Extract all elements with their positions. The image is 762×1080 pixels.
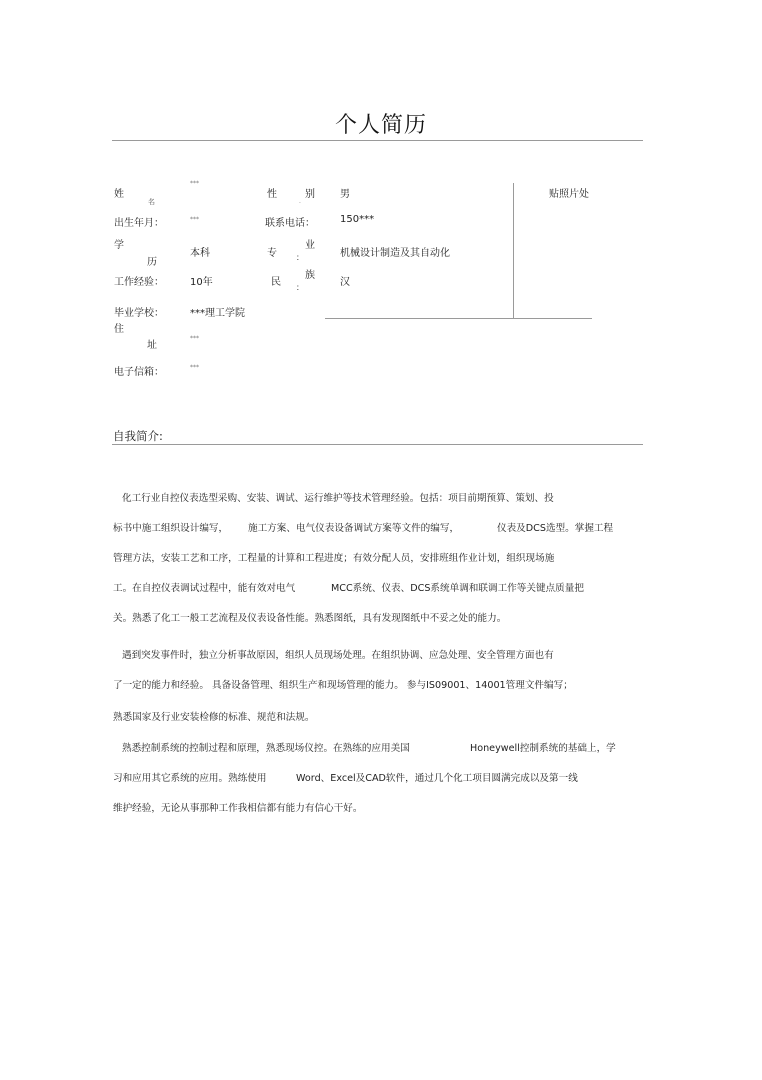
intro-line: 维护经验，无论从事那种工作我相信都有能力有信心干好。 — [113, 803, 363, 814]
intro-line: 化工行业自控仪表选型采购、安装、调试、运行维护等技术管理经验。包括：项目前期预算、策划、投 — [122, 493, 554, 504]
intro-line: 习和应用其它系统的应用。熟练使用 — [113, 773, 267, 784]
birth-value: *** — [190, 216, 199, 223]
intro-line: 遇到突发事件时，独立分析事故原因，组织人员现场处理。在组织协调、应急处理、安全管理方面也有 — [122, 650, 554, 661]
intro-line: Honeywell控制系统的基础上，学 — [470, 743, 616, 754]
school-value: ***理工学院 — [190, 308, 245, 319]
birth-label: 出生年月： — [114, 218, 164, 229]
major-value: 机械设计制造及其自动化 — [340, 248, 450, 259]
ethnicity-colon: ： — [296, 283, 304, 292]
intro-line: MCC系统、仪表、DCS系统单调和联调工作等关键点质量把 — [331, 583, 584, 594]
education-value: 本科 — [190, 248, 210, 259]
intro-line: 工。在自控仪表调试过程中，能有效对电气 — [113, 583, 296, 594]
photo-box-bottom-border — [325, 318, 592, 319]
intro-line: 标书中施工组织设计编写， — [113, 523, 229, 534]
self-intro-divider — [112, 444, 643, 445]
intro-line: Word、Excel及CAD软件，通过几个化工项目圆满完成以及第一线 — [296, 773, 578, 784]
name-value: *** — [190, 180, 199, 187]
gender-value: 男 — [340, 189, 350, 200]
ethnicity-label-tail: 族 — [305, 270, 315, 281]
intro-line: 管理方法，安装工艺和工序，工程量的计算和工程进度；有效分配人员，安排班组作业计划，组织现场施 — [113, 553, 555, 564]
email-value: *** — [190, 364, 199, 371]
education-label-tail: 历 — [147, 257, 157, 268]
intro-line: 了一定的能力和经验。 具备设备管理、组织生产和现场管理的能力。 参与IS09001、14001管理文件编写； — [113, 680, 573, 691]
self-intro-heading: 自我简介: — [113, 429, 163, 443]
intro-line: 仪表及DCS选型。掌握工程 — [497, 523, 614, 534]
major-label: 专 — [267, 248, 277, 259]
phone-label: 联系电话： — [265, 218, 315, 229]
address-label-tail: 址 — [147, 340, 157, 351]
education-label: 学 — [114, 240, 124, 251]
major-label-tail: 业 — [305, 240, 315, 251]
experience-label: 工作经验： — [114, 277, 164, 288]
title-divider — [112, 140, 643, 141]
school-label: 毕业学校： — [114, 308, 164, 319]
intro-line: 关。熟悉了化工一般工艺流程及仪表设备性能。熟悉图纸，具有发现图纸中不妥之处的能力。 — [113, 613, 507, 624]
name-label: 姓 — [114, 189, 124, 200]
address-label: 住 — [114, 324, 124, 335]
gender-label: 性 — [267, 189, 277, 200]
intro-line: 施工方案、电气仪表设备调试方案等文件的编写， — [248, 523, 460, 534]
gender-label-tail: 别 — [305, 189, 315, 200]
email-label: 电子信箱： — [114, 367, 164, 378]
intro-line: 熟悉控制系统的控制过程和原理，熟悉现场仪控。在熟练的应用美国 — [122, 743, 410, 754]
intro-line: 熟悉国家及行业安装检修的标准、规范和法规。 — [113, 712, 315, 723]
phone-value: 150*** — [340, 214, 375, 225]
photo-box-left-border — [513, 183, 514, 319]
ethnicity-value: 汉 — [340, 277, 350, 288]
experience-value: 10年 — [190, 277, 213, 288]
major-colon: ： — [296, 253, 304, 262]
photo-placeholder: 贴照片处 — [549, 189, 589, 200]
address-value: *** — [190, 335, 199, 342]
page-title: 个人简历 — [334, 113, 427, 138]
gender-colon: . — [299, 198, 301, 205]
ethnicity-label: 民 — [271, 277, 281, 288]
name-label-tail: 名 — [148, 198, 155, 206]
